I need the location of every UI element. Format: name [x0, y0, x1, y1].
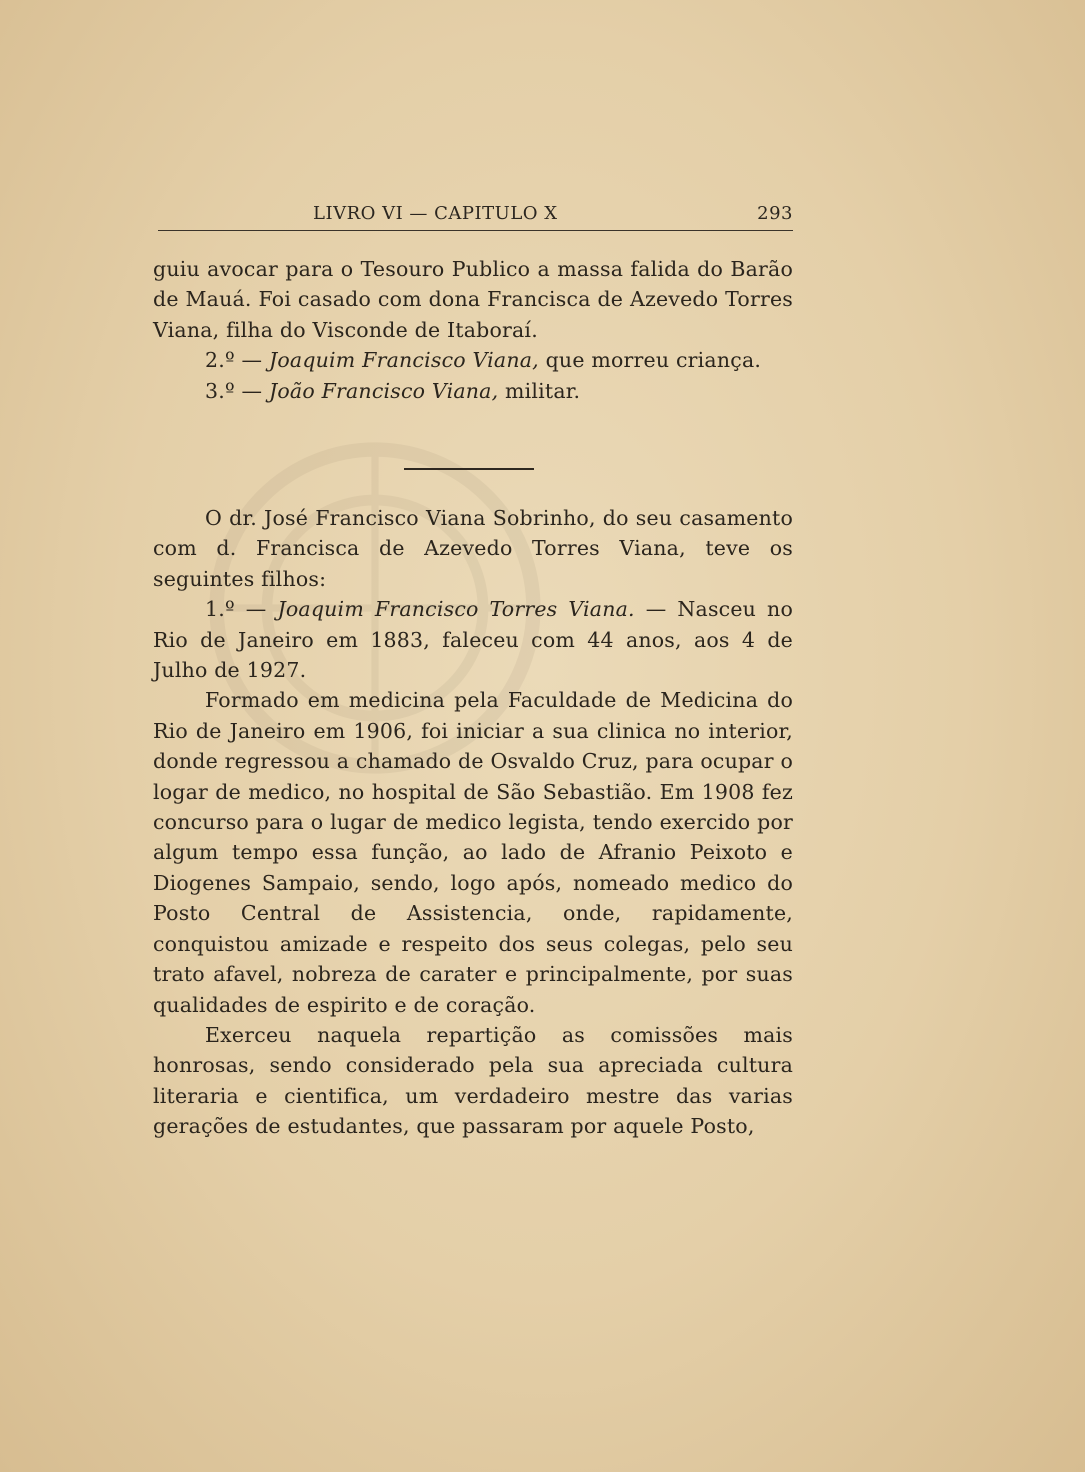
section-divider	[404, 468, 534, 470]
paragraph	[153, 254, 793, 345]
page-header	[158, 203, 793, 229]
child-entry	[153, 376, 793, 406]
paragraph-text: Exerceu naquela repartição as comissões mais honrosas, sendo considerado pela sua apreciada cultura literaria e cientifica, um verdadeiro mestre das varias gerações de estudantes, que passaram por aquele Posto,	[153, 1022, 793, 1139]
text-block-bottom	[153, 503, 793, 1142]
entry-text: — Nasceu no Rio de Janeiro em 1883, faleceu com 44 anos, aos 4 de Julho de 1927.	[153, 597, 794, 683]
child-entry	[153, 594, 793, 685]
paragraph-text: Formado em medicina pela Faculdade de Medicina do Rio de Janeiro em 1906, foi iniciar a sua clinica no interior, donde regressou a chamado de Osvaldo Cruz, para ocupar o logar de medico, no hospital de São Sebastião. Em 1908 fez concurso para o lugar de medico legista, tendo exercido por algum tempo essa função, ao lado de Afranio Peixoto e Diogenes Sampaio, sendo, logo após, nomeado medico do Posto Central de Assistencia, onde, rapidamente, conquistou amizade e respeito dos seus colegas, pelo seu trato afavel, nobreza de carater e principalmente, por suas qualidades de espirito e de coração.	[153, 688, 793, 1017]
entry-number: 1.º —	[205, 597, 278, 622]
running-title: LIVRO VI — CAPITULO X	[313, 203, 558, 224]
entry-text: que morreu criança.	[538, 348, 762, 373]
text-block-top	[153, 254, 793, 406]
paragraph	[153, 503, 793, 594]
page-number: 293	[757, 203, 793, 224]
paragraph	[153, 1020, 793, 1142]
entry-number: 2.º —	[205, 348, 269, 373]
entry-text: militar.	[498, 378, 581, 403]
child-entry	[153, 345, 793, 375]
paragraph-text: O dr. José Francisco Viana Sobrinho, do seu casamento com d. Francisca de Azevedo Torres Viana, teve os seguintes filhos:	[153, 506, 793, 591]
entry-name: João Francisco Viana,	[268, 378, 499, 403]
entry-number: 3.º —	[205, 378, 269, 403]
paragraph-text: guiu avocar para o Tesouro Publico a massa falida do Barão de Mauá. Foi casado com dona Francisca de Azevedo Torres Viana, filha do Visconde de Itaboraí.	[153, 257, 793, 342]
entry-name: Joaquim Francisco Viana,	[268, 348, 539, 373]
paragraph	[153, 685, 793, 1019]
entry-name: Joaquim Francisco Torres Viana.	[277, 597, 635, 622]
header-rule	[158, 230, 793, 231]
